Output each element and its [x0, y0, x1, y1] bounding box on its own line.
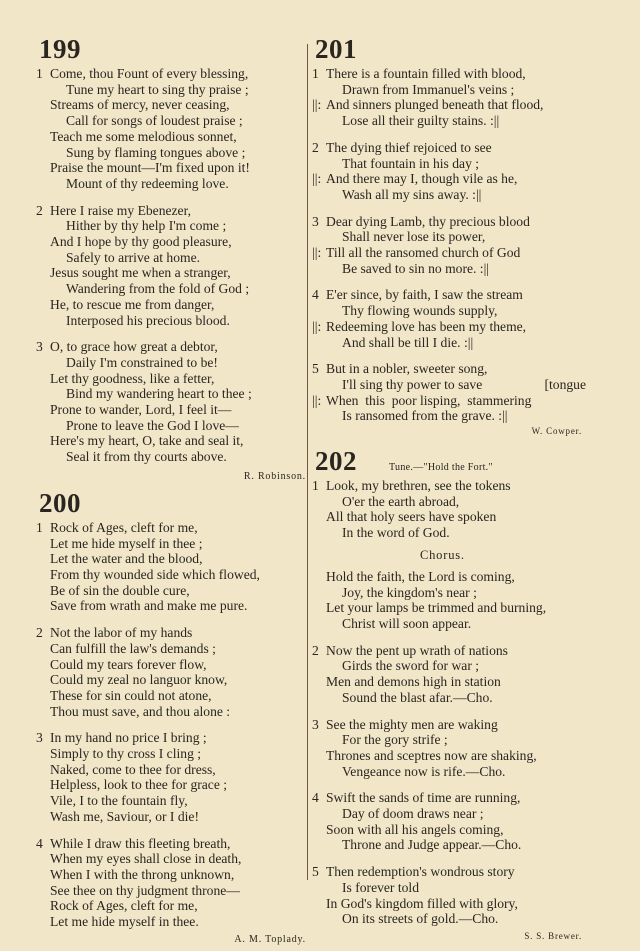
repeat-sign: ||: [312, 318, 322, 334]
verse-1 [36, 66, 306, 192]
verse-5 [312, 361, 586, 424]
verse-line: When my eyes shall close in death, [50, 851, 242, 867]
verse-line: And I hope by thy good pleasure, [50, 234, 232, 250]
verse-number: 4 [312, 790, 319, 806]
verse-1 [312, 66, 582, 129]
verse-line: Throne and Judge appear.—Cho. [342, 837, 522, 853]
verse-line: Call for songs of loudest praise ; [66, 113, 243, 129]
verse-line: Thy flowing wounds supply, [342, 303, 498, 319]
verse-line: In God's kingdom filled with glory, [326, 895, 518, 911]
verse-4 [312, 287, 582, 350]
verse-line: Could my tears forever flow, [50, 656, 207, 672]
verse-line: Be of sin the double cure, [50, 582, 190, 598]
repeat-sign: ||: [312, 245, 322, 261]
verse-line: Sound the blast afar.—Cho. [342, 689, 493, 705]
verse-line: Is ransomed from the grave. :|| [342, 408, 508, 424]
verse-line: Is forever told [342, 879, 420, 895]
verse-line: Joy, the kingdom's near ; [342, 584, 477, 600]
verse-line: Safely to arrive at home. [66, 249, 200, 265]
verse-number: 2 [36, 625, 43, 641]
column-divider [307, 44, 308, 880]
verse-line: Rock of Ages, cleft for me, [50, 898, 198, 914]
repeat-sign: ||: [312, 97, 322, 113]
verse-line: Save from wrath and make me pure. [50, 598, 248, 614]
verse-line: From thy wounded side which flowed, [50, 566, 260, 582]
verse-line: Wash me, Saviour, or I die! [50, 808, 199, 824]
verse-line: In the word of God. [342, 525, 450, 541]
hymn-number: 202 [315, 446, 357, 477]
hymn-number: 201 [315, 34, 357, 64]
verse-line: All that holy seers have spoken [326, 509, 497, 525]
verse-number: 1 [36, 519, 43, 535]
verse-line: Jesus sought me when a stranger, [50, 265, 231, 281]
verse-1 [36, 520, 306, 614]
author-credit: A. M. Toplady. [234, 933, 306, 945]
chorus-title: Chorus. [420, 547, 465, 562]
verse-line: Wash all my sins away. :|| [342, 186, 482, 202]
verse-line: 5 But in a nobler, sweeter song, [312, 361, 488, 377]
verse-line: For the gory strife ; [342, 732, 448, 748]
verse-1 [312, 478, 582, 541]
verse-line: Can fulfill the law's demands ; [50, 640, 216, 656]
tune-label: Tune.—"Hold the Fort." [389, 462, 493, 474]
hymn-number: 200 [39, 487, 81, 518]
hymn-202 [312, 446, 582, 941]
hymn-201 [312, 34, 586, 437]
verse-2 [36, 203, 306, 329]
verse-line: When I with the throng unknown, [50, 866, 235, 882]
verse-line: Could my zeal no languor know, [50, 672, 228, 688]
verse-line: ||: Redeeming love has been my theme, [312, 318, 527, 334]
verse-line: These for sin could not atone, [50, 687, 212, 703]
author-credit: S. S. Brewer. [524, 930, 582, 941]
verse-line: Vile, I to the fountain fly, [50, 793, 188, 809]
verse-line: Day of doom draws near ; [342, 806, 484, 822]
verse-line: Christ will soon appear. [342, 615, 472, 631]
verse-3 [312, 717, 582, 780]
verse-line: Here's my heart, O, take and seal it, [50, 433, 244, 449]
verse-number: 1 [312, 478, 319, 494]
verse-2 [36, 625, 306, 719]
author-credit: R. Robinson. [243, 470, 306, 482]
verse-line: Drawn from Immanuel's veins ; [342, 81, 515, 97]
verse-line: Bind my wandering heart to thee ; [66, 386, 252, 402]
verse-line: Let me hide myself in thee. [50, 914, 199, 930]
verse-line: 1 Look, my brethren, see the tokens [312, 478, 511, 494]
verse-line: That fountain in his day ; [342, 155, 480, 171]
verse-line: 3 In my hand no price I bring ; [36, 730, 207, 746]
verse-line: Simply to thy cross I cling ; [50, 746, 202, 762]
verse-line: 1 Rock of Ages, cleft for me, [36, 519, 198, 535]
runover-word: [tongue [544, 376, 586, 392]
verse-line: Teach me some melodious sonnet, [50, 128, 237, 144]
verse-number: 4 [312, 287, 319, 303]
verse-line: 4 While I draw this fleeting breath, [36, 835, 231, 851]
hymn-number: 199 [39, 34, 81, 64]
verse-4 [312, 790, 582, 853]
verse-line: Shall never lose its power, [342, 229, 486, 245]
verse-line: 2 Here I raise my Ebenezer, [36, 202, 191, 218]
verse-line: Praise the mount—I'm fixed upon it! [50, 160, 250, 176]
verse-number: 3 [312, 716, 319, 732]
verse-line: O'er the earth abroad, [342, 493, 460, 509]
verse-line: 5 Then redemption's wondrous story [312, 864, 515, 880]
hymn-199 [36, 34, 306, 482]
verse-line: Thrones and sceptres now are shaking, [326, 747, 537, 763]
verse-number: 1 [312, 66, 319, 81]
verse-line: Interposed his precious blood. [66, 312, 230, 328]
verse-line: I'll sing thy power to save [tongue [342, 376, 586, 392]
verse-line: 1 Come, thou Fount of every blessing, [36, 66, 249, 81]
verse-line: Daily I'm constrained to be! [66, 354, 218, 370]
verse-line: Girds the sword for war ; [342, 658, 480, 674]
verse-line: Let thy goodness, like a fetter, [50, 370, 215, 386]
verse-number: 1 [36, 66, 43, 81]
verse-line: And shall be till I die. :|| [342, 334, 474, 350]
verse-number: 2 [312, 642, 319, 658]
verse-line: 3 Dear dying Lamb, thy precious blood [312, 213, 530, 229]
verse-line: Be saved to sin no more. :|| [342, 260, 490, 276]
verse-line: 3 See the mighty men are waking [312, 716, 498, 732]
repeat-sign: ||: [312, 171, 322, 187]
verse-line: Vengeance now is rife.—Cho. [342, 763, 506, 779]
verse-4 [36, 836, 306, 930]
chorus [312, 569, 582, 632]
verse-line: He, to rescue me from danger, [50, 296, 215, 312]
verse-line: 2 Not the labor of my hands [36, 625, 193, 641]
verse-line: See thee on thy judgment throne— [50, 882, 240, 898]
verse-line: ||: When this poor lisping, stammering [312, 392, 532, 408]
verse-number: 2 [36, 202, 43, 218]
verse-line: ||: And there may I, though vile as he, [312, 171, 518, 187]
verse-line: Streams of mercy, never ceasing, [50, 97, 230, 113]
verse-line: Seal it from thy courts above. [66, 449, 227, 465]
verse-line: Mount of thy redeeming love. [66, 175, 229, 191]
verse-line: Thou must save, and thou alone : [50, 703, 231, 719]
verse-line: Soon with all his angels coming, [326, 821, 504, 837]
verse-3 [36, 730, 306, 824]
left-column [36, 34, 306, 951]
right-column [312, 34, 586, 947]
verse-line: Lose all their guilty stains. :|| [342, 113, 500, 129]
verse-line: 2 Now the pent up wrath of nations [312, 642, 508, 658]
verse-number: 4 [36, 835, 43, 851]
verse-number: 3 [312, 213, 319, 229]
verse-line: 1 There is a fountain filled with blood, [312, 66, 526, 81]
verse-line: Men and demons high in station [326, 674, 501, 690]
verse-number: 3 [36, 339, 43, 355]
verse-number: 5 [312, 361, 319, 377]
verse-line: Naked, come to thee for dress, [50, 761, 216, 777]
verse-line: Wandering from the fold of God ; [66, 281, 250, 297]
verse-line: Hold the faith, the Lord is coming, [326, 568, 515, 584]
verse-3 [312, 214, 582, 277]
hymn-header [312, 446, 582, 478]
verse-line: ||: And sinners plunged beneath that flood, [312, 97, 544, 113]
verse-line: 4 E'er since, by faith, I saw the stream [312, 287, 523, 303]
verse-line: Let me hide myself in thee ; [50, 535, 203, 551]
verse-line: 3 O, to grace how great a debtor, [36, 339, 218, 355]
author-credit: W. Cowper. [531, 426, 582, 437]
verse-line: Let the water and the blood, [50, 551, 203, 567]
verse-line: Let your lamps be trimmed and burning, [326, 600, 547, 616]
verse-line: Hither by thy help I'm come ; [66, 218, 227, 234]
verse-line: Prone to wander, Lord, I feel it— [50, 402, 232, 418]
verse-line: 4 Swift the sands of time are running, [312, 790, 521, 806]
verse-line: Sung by flaming tongues above ; [66, 144, 246, 160]
verse-number: 3 [36, 730, 43, 746]
verse-line: On its streets of gold.—Cho. [342, 911, 499, 927]
verse-5 [312, 864, 582, 927]
verse-line: Prone to leave the God I love— [66, 417, 239, 433]
repeat-sign: ||: [312, 392, 322, 408]
verse-line: Tune my heart to sing thy praise ; [66, 81, 249, 97]
verse-line: 2 The dying thief rejoiced to see [312, 139, 492, 155]
hymn-200 [36, 488, 306, 945]
verse-line: Helpless, look to thee for grace ; [50, 777, 228, 793]
verse-2 [312, 140, 582, 203]
verse-line: ||: Till all the ransomed church of God [312, 245, 521, 261]
verse-number: 5 [312, 864, 319, 880]
verse-3 [36, 339, 306, 465]
verse-2 [312, 643, 582, 706]
verse-number: 2 [312, 139, 319, 155]
